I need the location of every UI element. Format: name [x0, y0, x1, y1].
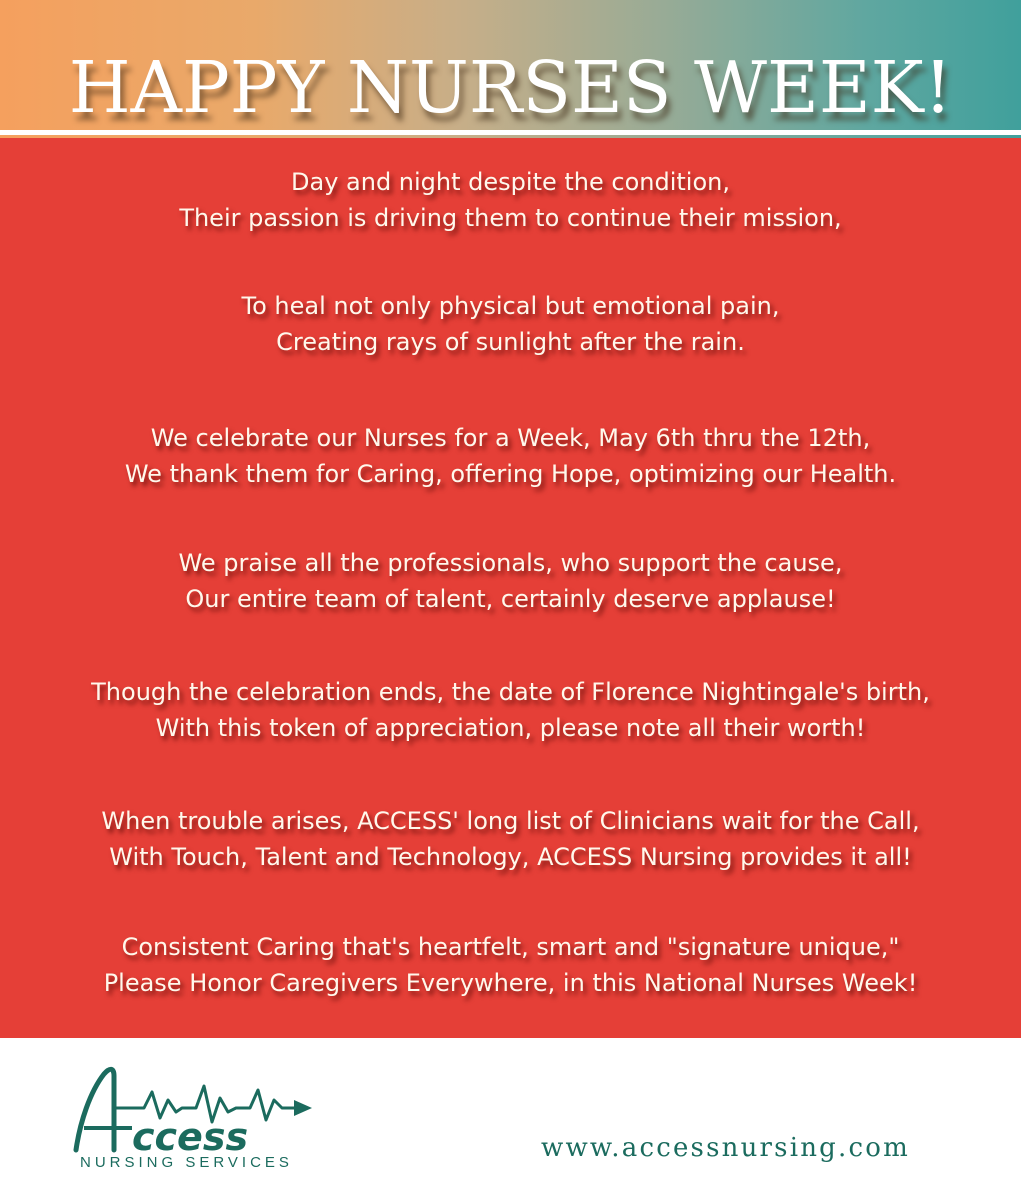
poem-line: When trouble arises, ACCESS' long list of Clinicians wait for the Call, [101, 807, 920, 835]
poem-line: Creating rays of sunlight after the rain. [276, 328, 745, 356]
poem-line: Their passion is driving them to continue their mission, [179, 204, 842, 232]
logo-a-letter [76, 1069, 114, 1150]
poem-line: Consistent Caring that's heartfelt, smart and "signature unique," [121, 933, 900, 961]
access-logo [70, 1062, 330, 1182]
heartbeat-arrow-icon [294, 1100, 312, 1116]
poem-line: Though the celebration ends, the date of Florence Nightingale's birth, [91, 678, 930, 706]
poem-line: Please Honor Caregivers Everywhere, in this National Nurses Week! [103, 969, 918, 997]
poem-line: We thank them for Caring, offering Hope, optimizing our Health. [124, 460, 897, 488]
poem-stanza-3 [0, 420, 1021, 492]
poem-stanza-1 [0, 164, 1021, 236]
poem-stanza-6 [0, 803, 1021, 875]
poem-line: Our entire team of talent, certainly deserve applause! [185, 585, 836, 613]
poem-line: We celebrate our Nurses for a Week, May 6th thru the 12th, [150, 424, 871, 452]
logo-wordmark: ccess [132, 1115, 249, 1157]
poem-line: With this token of appreciation, please note all their worth! [155, 714, 866, 742]
access-logo-mark [70, 1062, 330, 1157]
poem-stanza-2 [0, 288, 1021, 360]
page-title: HAPPY NURSES WEEK! [68, 46, 953, 129]
header-divider [0, 130, 1021, 135]
header-banner [0, 0, 1021, 138]
website-url[interactable]: www.accessnursing.com [541, 1133, 910, 1163]
poem-stanza-4 [0, 545, 1021, 617]
logo-subtitle: NURSING SERVICES [80, 1154, 293, 1171]
poem-line: Day and night despite the condition, [291, 168, 730, 196]
poem-stanza-7 [0, 929, 1021, 1001]
poem-stanza-5 [0, 674, 1021, 746]
poem-line: We praise all the professionals, who support the cause, [178, 549, 843, 577]
poem-line: To heal not only physical but emotional pain, [241, 292, 780, 320]
poem-line: With Touch, Talent and Technology, ACCESS Nursing provides it all! [109, 843, 912, 871]
